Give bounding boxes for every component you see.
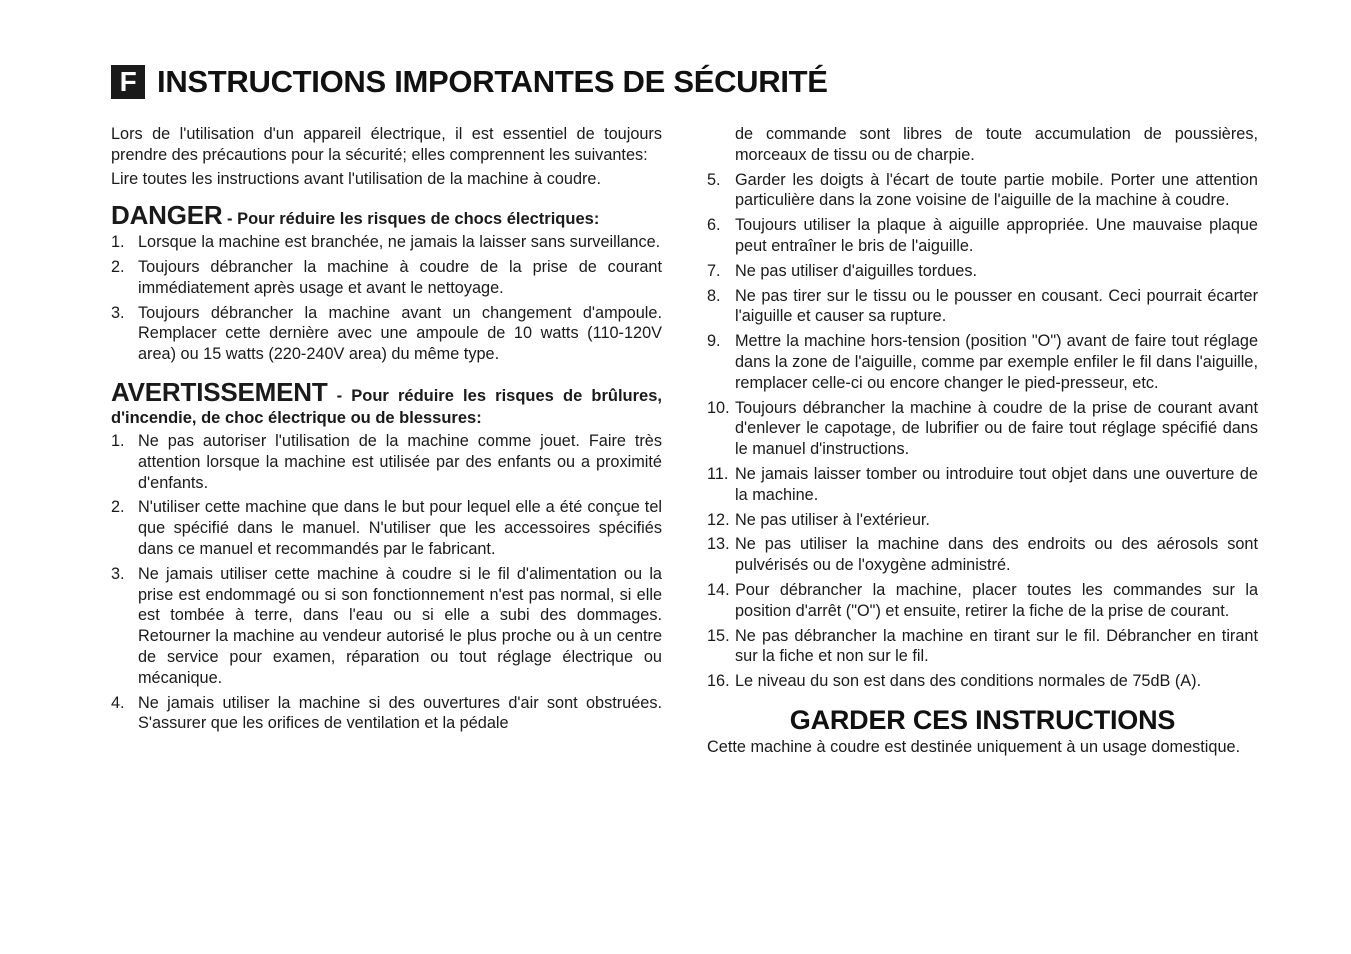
list-item xyxy=(707,580,1258,622)
keep-instructions-heading: GARDER CES INSTRUCTIONS xyxy=(789,704,1176,735)
warning-heading xyxy=(111,376,662,429)
list-item-number: 5. xyxy=(707,170,721,189)
list-item xyxy=(111,232,662,253)
list-item-text: Ne jamais laisser tomber ou introduire tout objet dans une ouverture de la machine. xyxy=(735,464,1258,504)
list-item-number: 12. xyxy=(707,510,730,529)
list-item xyxy=(111,431,662,493)
list-item xyxy=(707,215,1258,257)
list-item-text: Ne pas utiliser la machine dans des endroits ou des aérosols sont pulvérisés ou de l'oxygène administré. xyxy=(735,535,1258,575)
list-item-text: Toujours débrancher la machine avant un changement d'ampoule. Remplacer cette dernière avec une ampoule de 10 watts (110-120V area) ou 15 watts (220-240V area) du même type. xyxy=(138,303,662,364)
list-item xyxy=(707,170,1258,212)
language-badge: F xyxy=(111,65,145,99)
danger-heading xyxy=(111,200,662,231)
list-item-number: 1. xyxy=(111,233,125,252)
list-item-continued: de commande sont libres de toute accumulation de poussières, morceaux de tissu ou de charpie. xyxy=(735,125,1258,164)
list-item-number: 3. xyxy=(111,303,125,322)
list-item xyxy=(111,564,662,689)
list-item-text: Ne pas utiliser à l'extérieur. xyxy=(735,510,930,529)
list-item xyxy=(707,261,1258,282)
list-item-text: Le niveau du son est dans des conditions normales de 75dB (A). xyxy=(735,672,1202,691)
warning-list-continued xyxy=(707,170,1258,692)
list-item xyxy=(111,257,662,299)
list-item-text: Ne jamais utiliser la machine si des ouvertures d'air sont obstruées. S'assurer que les orifices de ventilation et la pédale xyxy=(138,693,662,733)
danger-subtitle: - Pour réduire les risques de chocs électriques: xyxy=(227,210,600,229)
list-item-number: 4. xyxy=(111,693,125,712)
list-item xyxy=(707,398,1258,460)
list-item xyxy=(707,626,1258,668)
list-item-text: Toujours débrancher la machine à coudre de la prise de courant immédiatement après usage et avant le nettoyage. xyxy=(138,257,662,297)
left-column xyxy=(111,124,662,738)
list-item-text: Ne jamais utiliser cette machine à coudre si le fil d'alimentation ou la prise est endommagé ou si son fonctionnement n'est pas normal, si elle est tombée à terre, dans l'eau ou si elle a subi des dommages. Retourner la machine au vendeur autorisé le plus proche ou à un centre de service pour examen, réparation ou tout réglage électrique ou mécanique. xyxy=(138,564,662,687)
list-item-number: 13. xyxy=(707,535,730,554)
list-item-number: 11. xyxy=(707,464,729,483)
danger-title: DANGER xyxy=(111,200,223,231)
list-item xyxy=(707,534,1258,576)
right-column xyxy=(707,124,1258,758)
list-item-text: Garder les doigts à l'écart de toute partie mobile. Porter une attention particulière dans la zone voisine de l'aiguille de la machine à coudre. xyxy=(735,170,1258,210)
page-title-text: INSTRUCTIONS IMPORTANTES DE SÉCURITÉ xyxy=(157,64,828,99)
warning-title: AVERTISSEMENT xyxy=(111,376,328,407)
list-item xyxy=(111,303,662,365)
list-item-number: 15. xyxy=(707,626,730,645)
list-item xyxy=(111,497,662,559)
list-item xyxy=(707,510,1258,531)
list-item-number: 1. xyxy=(111,431,125,450)
list-item-text: Ne pas utiliser d'aiguilles tordues. xyxy=(735,261,978,280)
list-item-number: 16. xyxy=(707,672,730,691)
list-item-text: Ne pas débrancher la machine en tirant sur le fil. Débrancher en tirant sur la fiche et non sur le fil. xyxy=(735,626,1258,666)
list-item-text: N'utiliser cette machine que dans le but pour lequel elle a été conçue tel que spécifié dans le manuel. N'utiliser que les accessoires spécifiés dans ce manuel et recommandés par le fabricant. xyxy=(138,498,662,558)
intro-paragraph-2: Lire toutes les instructions avant l'utilisation de la machine à coudre. xyxy=(111,169,602,188)
list-item xyxy=(707,464,1258,506)
list-item-number: 10. xyxy=(707,398,730,417)
list-item-text: Lorsque la machine est branchée, ne jamais la laisser sans surveillance. xyxy=(138,233,661,252)
list-item-number: 7. xyxy=(707,261,721,280)
list-item-text: Ne pas autoriser l'utilisation de la machine comme jouet. Faire très attention lorsque la machine est utilisée par des enfants ou a proximité d'enfants. xyxy=(138,431,662,492)
warning-list xyxy=(111,431,662,734)
list-item-number: 8. xyxy=(707,286,721,305)
domestic-use-note: Cette machine à coudre est destinée uniquement à un usage domestique. xyxy=(707,737,1241,756)
list-item-text: Ne pas tirer sur le tissu ou le pousser en cousant. Ceci pourrait écarter l'aiguille et causer sa rupture. xyxy=(735,286,1258,326)
list-item-text: Mettre la machine hors-tension (position "O") avant de faire tout réglage dans la zone de l'aiguille, comme par exemple enfiler le fil dans l'aiguille, remplacer celle-ci ou encore changer le pied-presseur, etc. xyxy=(735,332,1258,392)
list-item xyxy=(707,671,1258,692)
list-item-number: 2. xyxy=(111,257,125,276)
list-item xyxy=(111,693,662,735)
list-item-number: 2. xyxy=(111,498,125,517)
list-item-number: 3. xyxy=(111,564,125,583)
intro-paragraph-1: Lors de l'utilisation d'un appareil électrique, il est essentiel de toujours prendre des précautions pour la sécurité; elles comprennent les suivantes: xyxy=(111,125,662,164)
warning-subtitle: - Pour réduire les risques de brûlures, d'incendie, de choc électrique ou de blessures: xyxy=(111,386,662,427)
list-item-number: 6. xyxy=(707,216,721,235)
list-item-text: Toujours débrancher la machine à coudre de la prise de courant avant d'enlever le capotage, de lubrifier ou de faire tout réglage spécifié dans le manuel d'instructions. xyxy=(735,398,1258,459)
list-item-text: Pour débrancher la machine, placer toutes les commandes sur la position d'arrêt ("O") et ensuite, retirer la fiche de la prise de courant. xyxy=(735,580,1258,620)
list-item-text: Toujours utiliser la plaque à aiguille appropriée. Une mauvaise plaque peut entraîner le bris de l'aiguille. xyxy=(735,216,1258,255)
list-item-number: 9. xyxy=(707,332,721,351)
danger-list xyxy=(111,232,662,365)
list-item xyxy=(707,286,1258,328)
page-title xyxy=(111,64,828,100)
list-item-number: 14. xyxy=(707,580,730,599)
list-item xyxy=(707,331,1258,393)
